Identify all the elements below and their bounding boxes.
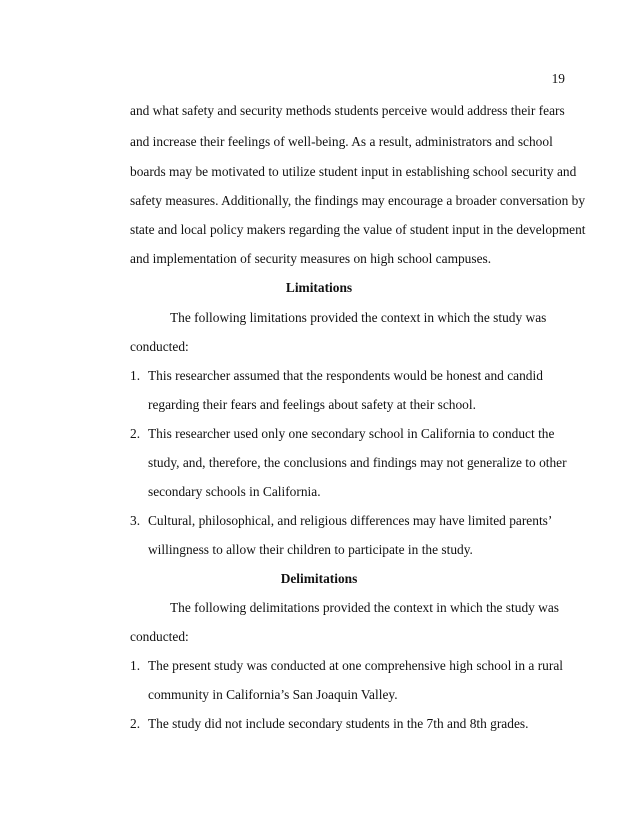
intro-line-4: safety measures. Additionally, the findings may encourage a broader conversation by [130,193,586,208]
limitation-1-line-2: regarding their fears and feelings about safety at their school. [148,397,476,412]
limitations-heading: Limitations [285,280,353,295]
intro-line-1: and what safety and security methods students perceive would address their fears [130,103,565,118]
intro-line-5: state and local policy makers regarding the value of student input in the development [130,222,586,237]
delimitations-intro-line-1: The following delimitations provided the context in which the study was [170,600,560,615]
intro-line-2: and increase their feelings of well-being. As a result, administrators and school [130,134,553,149]
delimitation-1-line-1: The present study was conducted at one comprehensive high school in a rural [148,658,563,673]
limitation-3-line-1: Cultural, philosophical, and religious differences may have limited parents’ [148,513,553,528]
delimitation-1-number: 1. [130,658,141,673]
delimitation-2-number: 2. [130,716,141,731]
limitation-1-line-1: This researcher assumed that the respondents would be honest and candid [148,368,543,383]
limitation-2-number: 2. [130,426,141,441]
delimitations-heading: Delimitations [280,571,358,586]
limitation-3-number: 3. [130,513,141,528]
limitation-1-number: 1. [130,368,141,383]
limitation-2-line-2: study, and, therefore, the conclusions and findings may not generalize to other [148,455,567,470]
limitation-3-line-2: willingness to allow their children to participate in the study. [148,542,473,557]
delimitation-1-line-2: community in California’s San Joaquin Valley. [148,687,398,702]
limitations-intro-line-2: conducted: [130,339,189,354]
page-number: 19 [551,71,565,86]
delimitation-2-line-1: The study did not include secondary students in the 7th and 8th grades. [148,716,529,731]
limitations-intro-line-1: The following limitations provided the context in which the study was [170,310,547,325]
limitation-2-line-3: secondary schools in California. [148,484,321,499]
intro-line-6: and implementation of security measures on high school campuses. [130,251,492,266]
intro-line-3: boards may be motivated to utilize student input in establishing school security and [130,164,577,179]
limitation-2-line-1: This researcher used only one secondary school in California to conduct the [148,426,555,441]
delimitations-intro-line-2: conducted: [130,629,189,644]
